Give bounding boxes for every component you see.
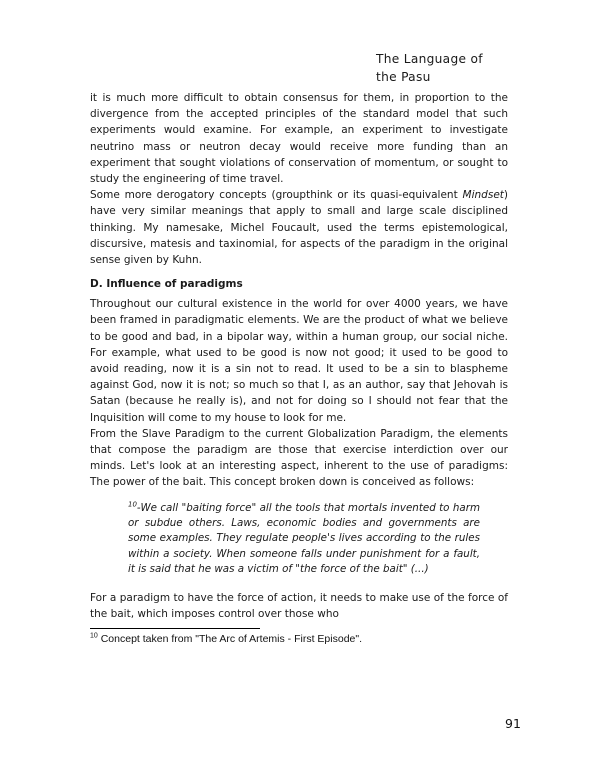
footnote — [90, 632, 510, 646]
paragraph-2-start: Some more derogatory concepts (groupthink or its quasi-equivalent — [90, 189, 463, 202]
section-heading: D. Influence of paradigms — [90, 278, 243, 291]
paragraph-5: For a paradigm to have the force of action, it needs to make use of the force of the bait, which imposes control over those who — [90, 591, 508, 620]
quote-text: -We call "baiting force" all the tools that mortals invented to harm or subdue others. Laws, economic bodies and governments are some examples. They regulate people's lives according to the rules within a society. When someone falls under punishment for a fault, it is said that he was a victim of "the force of the bait" (...) — [128, 501, 480, 576]
paragraph-3: Throughout our cultural existence in the world for over 4000 years, we have been framed in paradigmatic elements. We are the product of what we believe to be good and bad, in a bipolar way, within a human group, our social niche. For example, what used to be good is now not good; it used to be good to avoid reading, now it is a sin not to read. It used to be a sin to blaspheme against God, now it is not; so much so that I, as an author, say that Jehovah is Satan (because he really is), and not for doing so I should not fear that the Inquisition will come to my house to look for me. — [90, 298, 508, 424]
footnote-divider — [90, 628, 260, 629]
paragraph-1: it is much more difficult to obtain consensus for them, in proportion to the divergence from the accepted principles of the standard model that such experiments would examine. For example, an experiment to investigate neutrino mass or neutron decay would receive more funding than an experiment that sought violations of conservation of momentum, or sought to study the engineering of time travel. — [90, 92, 508, 186]
page-number: 91 — [505, 716, 521, 731]
header-line-2: the Pasu — [376, 69, 431, 84]
paragraph-2 — [90, 187, 508, 268]
block-quote — [128, 501, 480, 578]
footnote-marker: 10 — [90, 632, 98, 640]
paragraph-2-end: ) have very similar meanings that apply to small and large scale disciplined thinking. My namesake, Michel Foucault, used the terms epistemological, discursive, matesis and taxinomial, for aspects of the paradigm in the original sense given by Kuhn. — [90, 189, 508, 267]
quote-footnote-marker: 10 — [128, 500, 137, 509]
footnote-text: Concept taken from "The Arc of Artemis - First Episode". — [97, 633, 363, 645]
paragraph-4: From the Slave Paradigm to the current Globalization Paradigm, the elements that compose the paradigm are those that exercise interdiction over our minds. Let's look at an interesting aspect, inherent to the use of paradigms: The power of the bait. This concept broken down is conceived as follows: — [90, 427, 508, 489]
paragraph-2-italic: Mindset — [462, 189, 504, 202]
header-line-1: The Language of — [376, 52, 483, 66]
body-text — [90, 90, 508, 622]
running-header — [376, 51, 536, 86]
